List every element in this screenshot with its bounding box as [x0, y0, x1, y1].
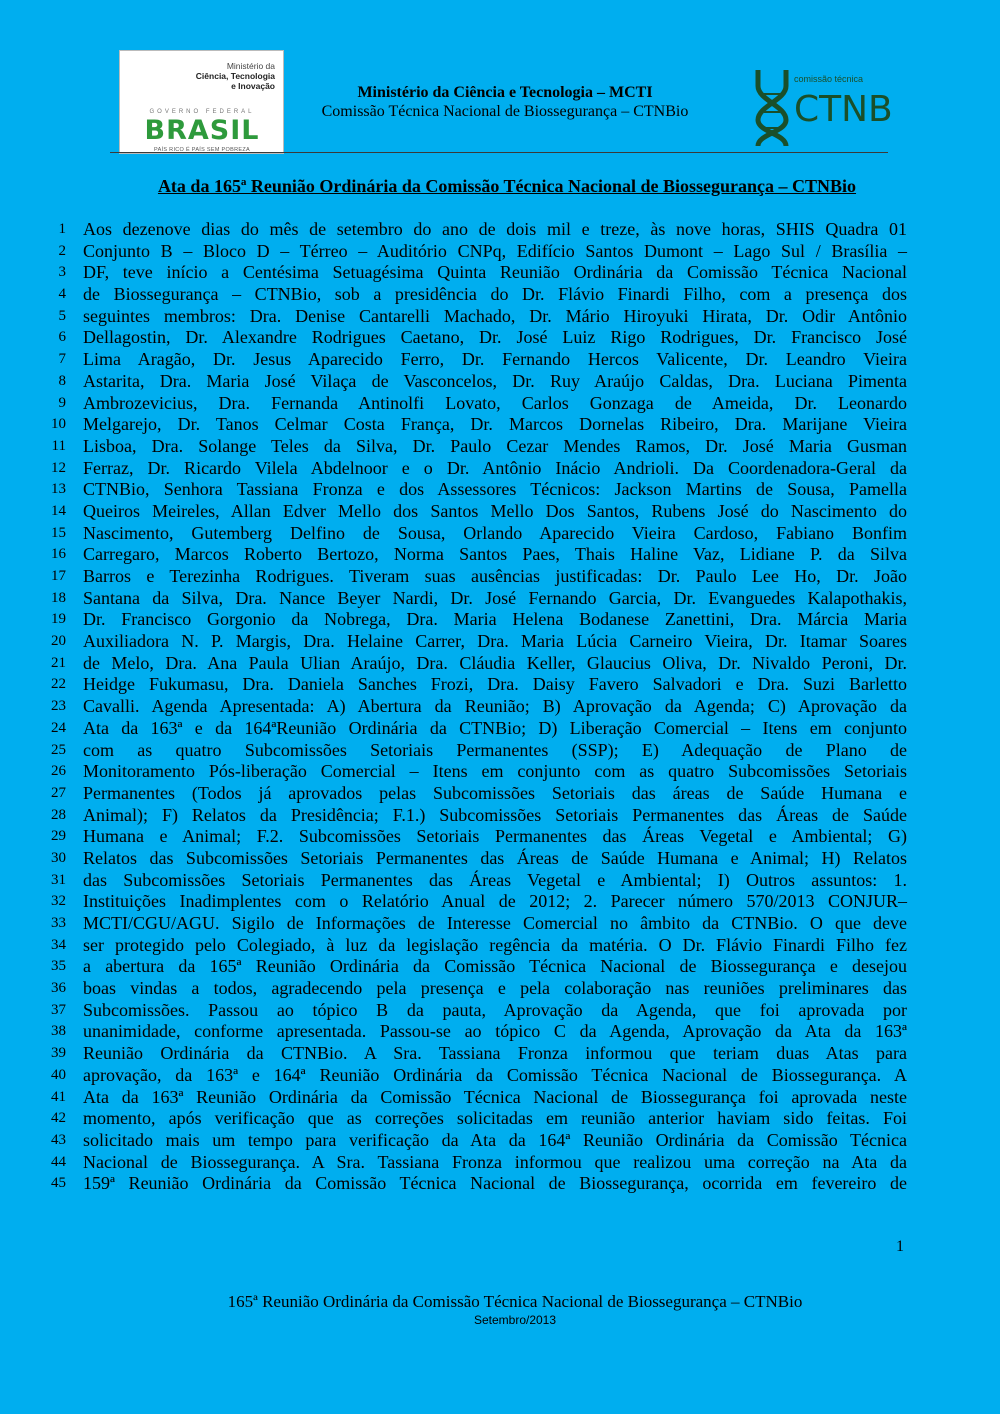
line-number: 8 — [58, 372, 66, 389]
body-line — [0, 890, 1000, 912]
header-line-2: Comissão Técnica Nacional de Biossegurança – CTNBio — [321, 103, 689, 120]
line-number: 10 — [51, 416, 66, 433]
body-line — [0, 1129, 1000, 1151]
line-text: Dr. Francisco Gorgonio da Nobrega, Dra. Maria Helena Bodanese Zanettini, Dra. Márcia Maria — [83, 609, 907, 630]
line-text: Barros e Terezinha Rodrigues. Tiveram suas ausências justificadas: Dr. Paulo Lee Ho, Dr. João — [83, 566, 907, 586]
line-number: 20 — [51, 633, 66, 650]
body-line — [0, 500, 1000, 522]
dna-helix-icon — [752, 68, 792, 148]
line-number: 3 — [58, 264, 66, 281]
body-line — [0, 565, 1000, 587]
line-number: 32 — [51, 893, 66, 910]
ministry-name — [196, 61, 275, 91]
line-text: Dellagostin, Dr. Alexandre Rodrigues Caetano, Dr. José Luiz Rigo Rodrigues, Dr. Francisco José — [83, 327, 907, 348]
line-text: Ferraz, Dr. Ricardo Vilela Abdelnoor e o Dr. Antônio Inácio Andrioli. Da Coordenadora-Geral da — [83, 457, 907, 478]
body-line — [0, 305, 1000, 327]
line-number: 22 — [51, 676, 66, 693]
body-line — [0, 413, 1000, 435]
body-line — [0, 1172, 1000, 1194]
body-line — [0, 847, 1000, 869]
line-text: MCTI/CGU/AGU. Sigilo de Informações de Interesse Comercial no âmbito da CTNBio. O que deve — [83, 913, 907, 933]
body-line — [0, 630, 1000, 652]
line-text: ser protegido pelo Colegiado, à luz da legislação regência da matéria. O Dr. Flávio Finardi Filho fez — [83, 934, 907, 955]
minutes-body — [0, 218, 1000, 1194]
line-text: Lisboa, Dra. Solange Teles da Silva, Dr. Paulo Cezar Mendes Ramos, Dr. José Maria Gusman — [83, 435, 907, 456]
line-number: 36 — [51, 980, 66, 997]
body-line — [0, 543, 1000, 565]
line-number: 34 — [51, 936, 66, 953]
line-text: Humana e Animal; F.2. Subcomissões Setoriais Permanentes das Áreas Vegetal e Ambiental; G) — [83, 826, 907, 847]
line-number: 43 — [51, 1131, 66, 1148]
body-line — [0, 392, 1000, 414]
body-line — [0, 739, 1000, 761]
line-number: 27 — [51, 784, 66, 801]
line-number: 45 — [51, 1175, 66, 1192]
line-text: unanimidade, conforme apresentada. Passou-se ao tópico C da Agenda, Aprovação da Ata da 163ª — [83, 1021, 907, 1042]
line-text: Santana da Silva, Dra. Nance Beyer Nardi, Dr. José Fernando Garcia, Dr. Evanguedes Kalapothakis, — [83, 587, 907, 608]
line-number: 2 — [58, 242, 66, 259]
governo-federal-text: GOVERNO FEDERAL — [149, 109, 255, 115]
body-line — [0, 218, 1000, 240]
line-number: 16 — [51, 546, 66, 563]
line-number: 29 — [51, 828, 66, 845]
line-number: 28 — [51, 806, 66, 823]
body-line — [0, 1064, 1000, 1086]
footer-title: 165ª Reunião Ordinária da Comissão Técnica Nacional de Biossegurança – CTNBio — [227, 1292, 803, 1311]
line-text: Monitoramento Pós-liberação Comercial – Itens em conjunto com as quatro Subcomissões Setoriais — [83, 761, 907, 782]
body-line — [0, 348, 1000, 370]
line-number: 18 — [51, 589, 66, 606]
line-text: momento, após verificação que as correções solicitadas em reunião anterior haviam sido feitas. Foi — [83, 1108, 907, 1129]
body-line — [0, 695, 1000, 717]
header-center — [282, 83, 728, 121]
body-line — [0, 1086, 1000, 1108]
line-text: aprovação, da 163ª e 164ª Reunião Ordinária da Comissão Técnica Nacional de Biossegurança. A — [83, 1064, 907, 1085]
body-line — [0, 1107, 1000, 1129]
line-text: boas vindas a todos, agradecendo pela presença e pela colaboração nas reuniões preliminares das — [83, 978, 907, 999]
line-number: 31 — [51, 871, 66, 888]
line-text: Subcomissões. Passou ao tópico B da pauta, Aprovação da Agenda, que foi aprovada por — [83, 999, 907, 1020]
body-line — [0, 825, 1000, 847]
mcti-logo — [119, 50, 284, 154]
line-text: das Subcomissões Setoriais Permanentes das Áreas Vegetal e Ambiental; I) Outros assuntos: 1. — [83, 869, 907, 890]
line-text: Reunião Ordinária da CTNBio. A Sra. Tassiana Fronza informou que teriam duas Atas para — [83, 1043, 907, 1064]
body-line — [0, 457, 1000, 479]
body-line — [0, 804, 1000, 826]
line-text: Ata da 163ª e da 164ªReunião Ordinária da CTNBio; D) Liberação Comercial – Itens em conjunto — [83, 717, 907, 738]
line-text: Permanentes (Todos já aprovados pelas Subcomissões Setoriais das áreas de Saúde Humana e — [83, 782, 907, 803]
footer-date: Setembro/2013 — [473, 1313, 557, 1327]
line-number: 15 — [51, 524, 66, 541]
header-line-1: Ministério da Ciência e Tecnologia – MCTI — [357, 84, 653, 101]
body-line — [0, 717, 1000, 739]
line-text: Heidge Fukumasu, Dra. Daniela Sanches Frozi, Dra. Daisy Favero Salvadori e Dra. Suzi Barletto — [83, 674, 907, 695]
brasil-wordmark: BRASIL — [144, 115, 260, 146]
body-line — [0, 1020, 1000, 1042]
line-number: 4 — [58, 286, 66, 303]
line-number: 38 — [51, 1023, 66, 1040]
line-text: 159ª Reunião Ordinária da Comissão Técnica Nacional de Biossegurança, ocorrida em fevereiro de — [83, 1173, 907, 1194]
line-text: DF, teve início a Centésima Setuagésima Quinta Reunião Ordinária da Comissão Técnica Nacional — [83, 262, 907, 283]
line-text: Auxiliadora N. P. Margis, Dra. Helaine Carrer, Dra. Maria Lúcia Carneiro Vieira, Dr. Itamar Soares — [83, 631, 907, 652]
body-line — [0, 522, 1000, 544]
line-text: solicitado mais um tempo para verificação da Ata da 164ª Reunião Ordinária da Comissão Técnica — [83, 1129, 907, 1150]
line-text: Carregaro, Marcos Roberto Bertozo, Norma Santos Paes, Thais Haline Vaz, Lidiane P. da Silva — [83, 544, 907, 565]
line-text: seguintes membros: Dra. Denise Cantarelli Machado, Dr. Mário Hiroyuki Hirata, Dr. Odir Antônio — [83, 305, 907, 326]
ministry-line-2: Ciência, Tecnologia — [195, 71, 275, 81]
line-text: Instituições Inadimplentes com o Relatório Anual de 2012; 2. Parecer número 570/2013 CONJUR– — [83, 891, 907, 912]
ministry-line-1: Ministério da — [226, 61, 275, 71]
ctnb-wordmark: CTNB — [794, 89, 893, 130]
line-text: Ata da 163ª Reunião Ordinária da Comissão Técnica Nacional de Biossegurança foi aprovada neste — [83, 1086, 907, 1107]
body-line — [0, 934, 1000, 956]
body-line — [0, 977, 1000, 999]
line-number: 23 — [51, 698, 66, 715]
body-line — [0, 999, 1000, 1021]
body-line — [0, 1042, 1000, 1064]
line-text: Conjunto B – Bloco D – Térreo – Auditório CNPq, Edifício Santos Dumont – Lago Sul / Brasília – — [83, 240, 907, 261]
line-number: 41 — [51, 1088, 66, 1105]
line-text: Nacional de Biossegurança. A Sra. Tassiana Fronza informou que realizou uma correção na Ata da — [83, 1151, 907, 1172]
line-number: 26 — [51, 763, 66, 780]
line-text: Cavalli. Agenda Apresentada: A) Abertura da Reunião; B) Aprovação da Agenda; C) Aprovação da — [83, 696, 907, 717]
line-number: 42 — [51, 1110, 66, 1127]
line-number: 21 — [51, 654, 66, 671]
body-line — [0, 435, 1000, 457]
line-number: 5 — [58, 307, 66, 324]
body-line — [0, 782, 1000, 804]
line-text: de Biossegurança – CTNBio, sob a presidência do Dr. Flávio Finardi Filho, com a presença dos — [83, 284, 907, 305]
body-line — [0, 370, 1000, 392]
body-line — [0, 587, 1000, 609]
ctnb-subtitle: comissão técnica — [794, 74, 864, 84]
line-text: Lima Aragão, Dr. Jesus Aparecido Ferro, Dr. Fernando Hercos Valicente, Dr. Leandro Vieira — [83, 349, 907, 370]
line-number: 44 — [51, 1153, 66, 1170]
line-number: 25 — [51, 741, 66, 758]
line-number: 40 — [51, 1066, 66, 1083]
line-text: Aos dezenove dias do mês de setembro do ano de dois mil e treze, às nove horas, SHIS Quadra 01 — [83, 219, 907, 239]
line-text: CTNBio, Senhora Tassiana Fronza e dos Assessores Técnicos: Jackson Martins de Sousa, Pamella — [83, 479, 907, 500]
line-number: 9 — [58, 394, 66, 411]
line-text: Melgarejo, Dr. Tanos Celmar Costa França, Dr. Marcos Dornelas Ribeiro, Dra. Marijane Vieira — [83, 414, 907, 435]
ministry-line-3: e Inovação — [231, 81, 275, 91]
body-line — [0, 652, 1000, 674]
line-number: 12 — [51, 459, 66, 476]
brasil-slogan: PAÍS RICO É PAÍS SEM POBREZA — [154, 147, 250, 153]
line-number: 39 — [51, 1045, 66, 1062]
line-number: 6 — [58, 329, 66, 346]
line-number: 14 — [51, 502, 66, 519]
body-line — [0, 261, 1000, 283]
line-number: 13 — [51, 481, 66, 498]
body-line — [0, 673, 1000, 695]
body-line — [0, 326, 1000, 348]
line-number: 24 — [51, 719, 66, 736]
line-number: 1 — [58, 221, 66, 237]
line-text: Animal); F) Relatos da Presidência; F.1.) Subcomissões Setoriais Permanentes das Áreas de Saúde — [83, 804, 907, 825]
line-text: Ambrozevicius, Dra. Fernanda Antinolfi Lovato, Carlos Gonzaga de Ameida, Dr. Leonardo — [83, 392, 907, 413]
body-line — [0, 478, 1000, 500]
line-number: 17 — [51, 568, 66, 584]
body-line — [0, 283, 1000, 305]
line-text: Queiros Meireles, Allan Edver Mello dos Santos Mello Dos Santos, Rubens José do Nascimento do — [83, 500, 907, 521]
line-text: com as quatro Subcomissões Setoriais Permanentes (SSP); E) Adequação de Plano de — [83, 739, 907, 760]
page-number: 1 — [896, 1238, 904, 1255]
body-line — [0, 1151, 1000, 1173]
line-text: Nascimento, Gutemberg Delfino de Sousa, Orlando Aparecido Vieira Cardoso, Fabiano Bonfim — [83, 522, 907, 543]
line-number: 7 — [58, 351, 66, 368]
document-title: Ata da 165ª Reunião Ordinária da Comissão Técnica Nacional de Biossegurança – CTNBio — [157, 176, 857, 196]
line-number: 11 — [51, 437, 66, 454]
ctnbio-logo — [752, 68, 902, 148]
line-number: 37 — [51, 1001, 66, 1018]
line-text: Relatos das Subcomissões Setoriais Permanentes das Áreas de Saúde Humana e Animal; H) Relatos — [83, 847, 907, 868]
line-text: de Melo, Dra. Ana Paula Ulian Araújo, Dra. Cláudia Keller, Glaucius Oliva, Dr. Nivaldo Peroni, Dr. — [83, 652, 907, 673]
line-number: 33 — [51, 915, 66, 931]
line-number: 35 — [51, 958, 66, 975]
line-number: 19 — [51, 611, 66, 628]
header-divider — [110, 152, 888, 153]
line-text: a abertura da 165ª Reunião Ordinária da Comissão Técnica Nacional de Biossegurança e desejou — [83, 956, 907, 977]
body-line — [0, 869, 1000, 891]
body-line — [0, 760, 1000, 782]
line-number: 30 — [51, 849, 66, 866]
body-line — [0, 955, 1000, 977]
line-text: Astarita, Dra. Maria José Vilaça de Vasconcelos, Dr. Ruy Araújo Caldas, Dra. Luciana Pimenta — [83, 370, 907, 391]
body-line — [0, 608, 1000, 630]
body-line — [0, 240, 1000, 262]
body-line — [0, 912, 1000, 934]
